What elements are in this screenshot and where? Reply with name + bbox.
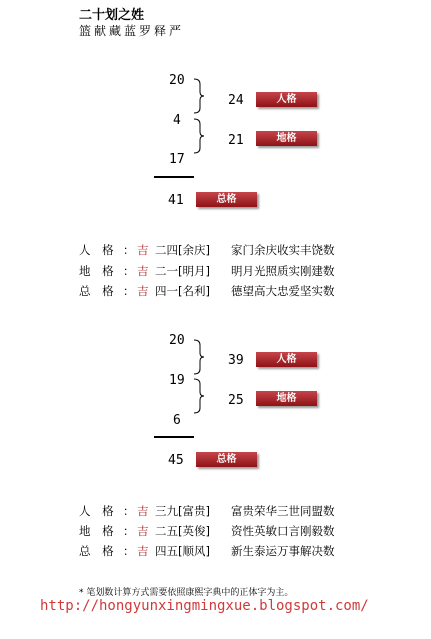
footnote: * 笔划数计算方式需要依照康熙字典中的正体字为主。 <box>79 588 294 598</box>
zong-value: 45 <box>168 453 184 468</box>
ren-badge: 人格 <box>256 352 317 367</box>
result-description: 新生泰运万事解决数 <box>231 544 335 558</box>
result-label: 总 格 <box>79 544 118 558</box>
di-badge: 地格 <box>256 391 317 406</box>
luck-badge: 吉 <box>137 243 149 257</box>
ren-brace <box>192 78 206 114</box>
result-name: 二四[余庆] <box>155 243 210 257</box>
luck-badge: 吉 <box>137 524 149 538</box>
result-label: 地 格 <box>79 524 118 538</box>
surname-characters: 篮献藏蓝罗释严 <box>79 24 185 38</box>
di-value: 25 <box>228 393 244 408</box>
ren-value: 39 <box>228 353 244 368</box>
result-label: 人 格 <box>79 504 118 518</box>
result-name: 三九[富贵] <box>155 504 210 518</box>
sum-line <box>154 436 194 438</box>
result-colon: ： <box>123 504 135 518</box>
ren-brace <box>192 339 206 375</box>
result-colon: ： <box>123 524 135 538</box>
result-colon: ： <box>123 284 135 298</box>
luck-badge: 吉 <box>137 284 149 298</box>
luck-badge: 吉 <box>137 504 149 518</box>
result-colon: ： <box>123 264 135 278</box>
result-label: 人 格 <box>79 243 118 257</box>
result-label: 地 格 <box>79 264 118 278</box>
result-row-ren <box>79 242 335 258</box>
result-label: 总 格 <box>79 284 118 298</box>
result-description: 明月光照质实刚建数 <box>231 264 335 278</box>
ren-value: 24 <box>228 93 244 108</box>
di-brace <box>192 118 206 154</box>
ren-badge: 人格 <box>256 92 317 107</box>
sum-line <box>154 176 194 178</box>
luck-badge: 吉 <box>137 544 149 558</box>
result-row-zong <box>79 283 335 299</box>
top-stroke-number: 20 <box>169 73 185 88</box>
result-name: 四一[名利] <box>155 284 210 298</box>
di-badge: 地格 <box>256 131 317 146</box>
zong-badge: 总格 <box>196 192 257 207</box>
result-colon: ： <box>123 243 135 257</box>
result-name: 二五[英俊] <box>155 524 210 538</box>
result-name: 四五[顺风] <box>155 544 210 558</box>
result-row-ren <box>79 503 335 519</box>
bottom-stroke-number: 17 <box>169 152 185 167</box>
result-row-di <box>79 523 335 539</box>
di-brace <box>192 378 206 414</box>
zong-badge: 总格 <box>196 452 257 467</box>
middle-stroke-number: 19 <box>169 373 185 388</box>
result-description: 富贵荣华三世同盟数 <box>231 504 335 518</box>
page-title: 二十划之姓 <box>79 8 145 23</box>
top-stroke-number: 20 <box>169 333 185 348</box>
bottom-stroke-number: 6 <box>173 413 181 428</box>
middle-stroke-number: 4 <box>173 113 181 128</box>
result-row-di <box>79 263 335 279</box>
result-description: 资性英敏口言刚毅数 <box>231 524 335 538</box>
result-name: 二一[明月] <box>155 264 210 278</box>
di-value: 21 <box>228 133 244 148</box>
result-row-zong <box>79 543 335 559</box>
blog-url-watermark: http://hongyunxingmingxue.blogspot.com/ <box>40 598 369 614</box>
zong-value: 41 <box>168 193 184 208</box>
result-description: 德望高大忠爱坚实数 <box>231 284 335 298</box>
luck-badge: 吉 <box>137 264 149 278</box>
result-description: 家门余庆收实丰饶数 <box>231 243 335 257</box>
result-colon: ： <box>123 544 135 558</box>
